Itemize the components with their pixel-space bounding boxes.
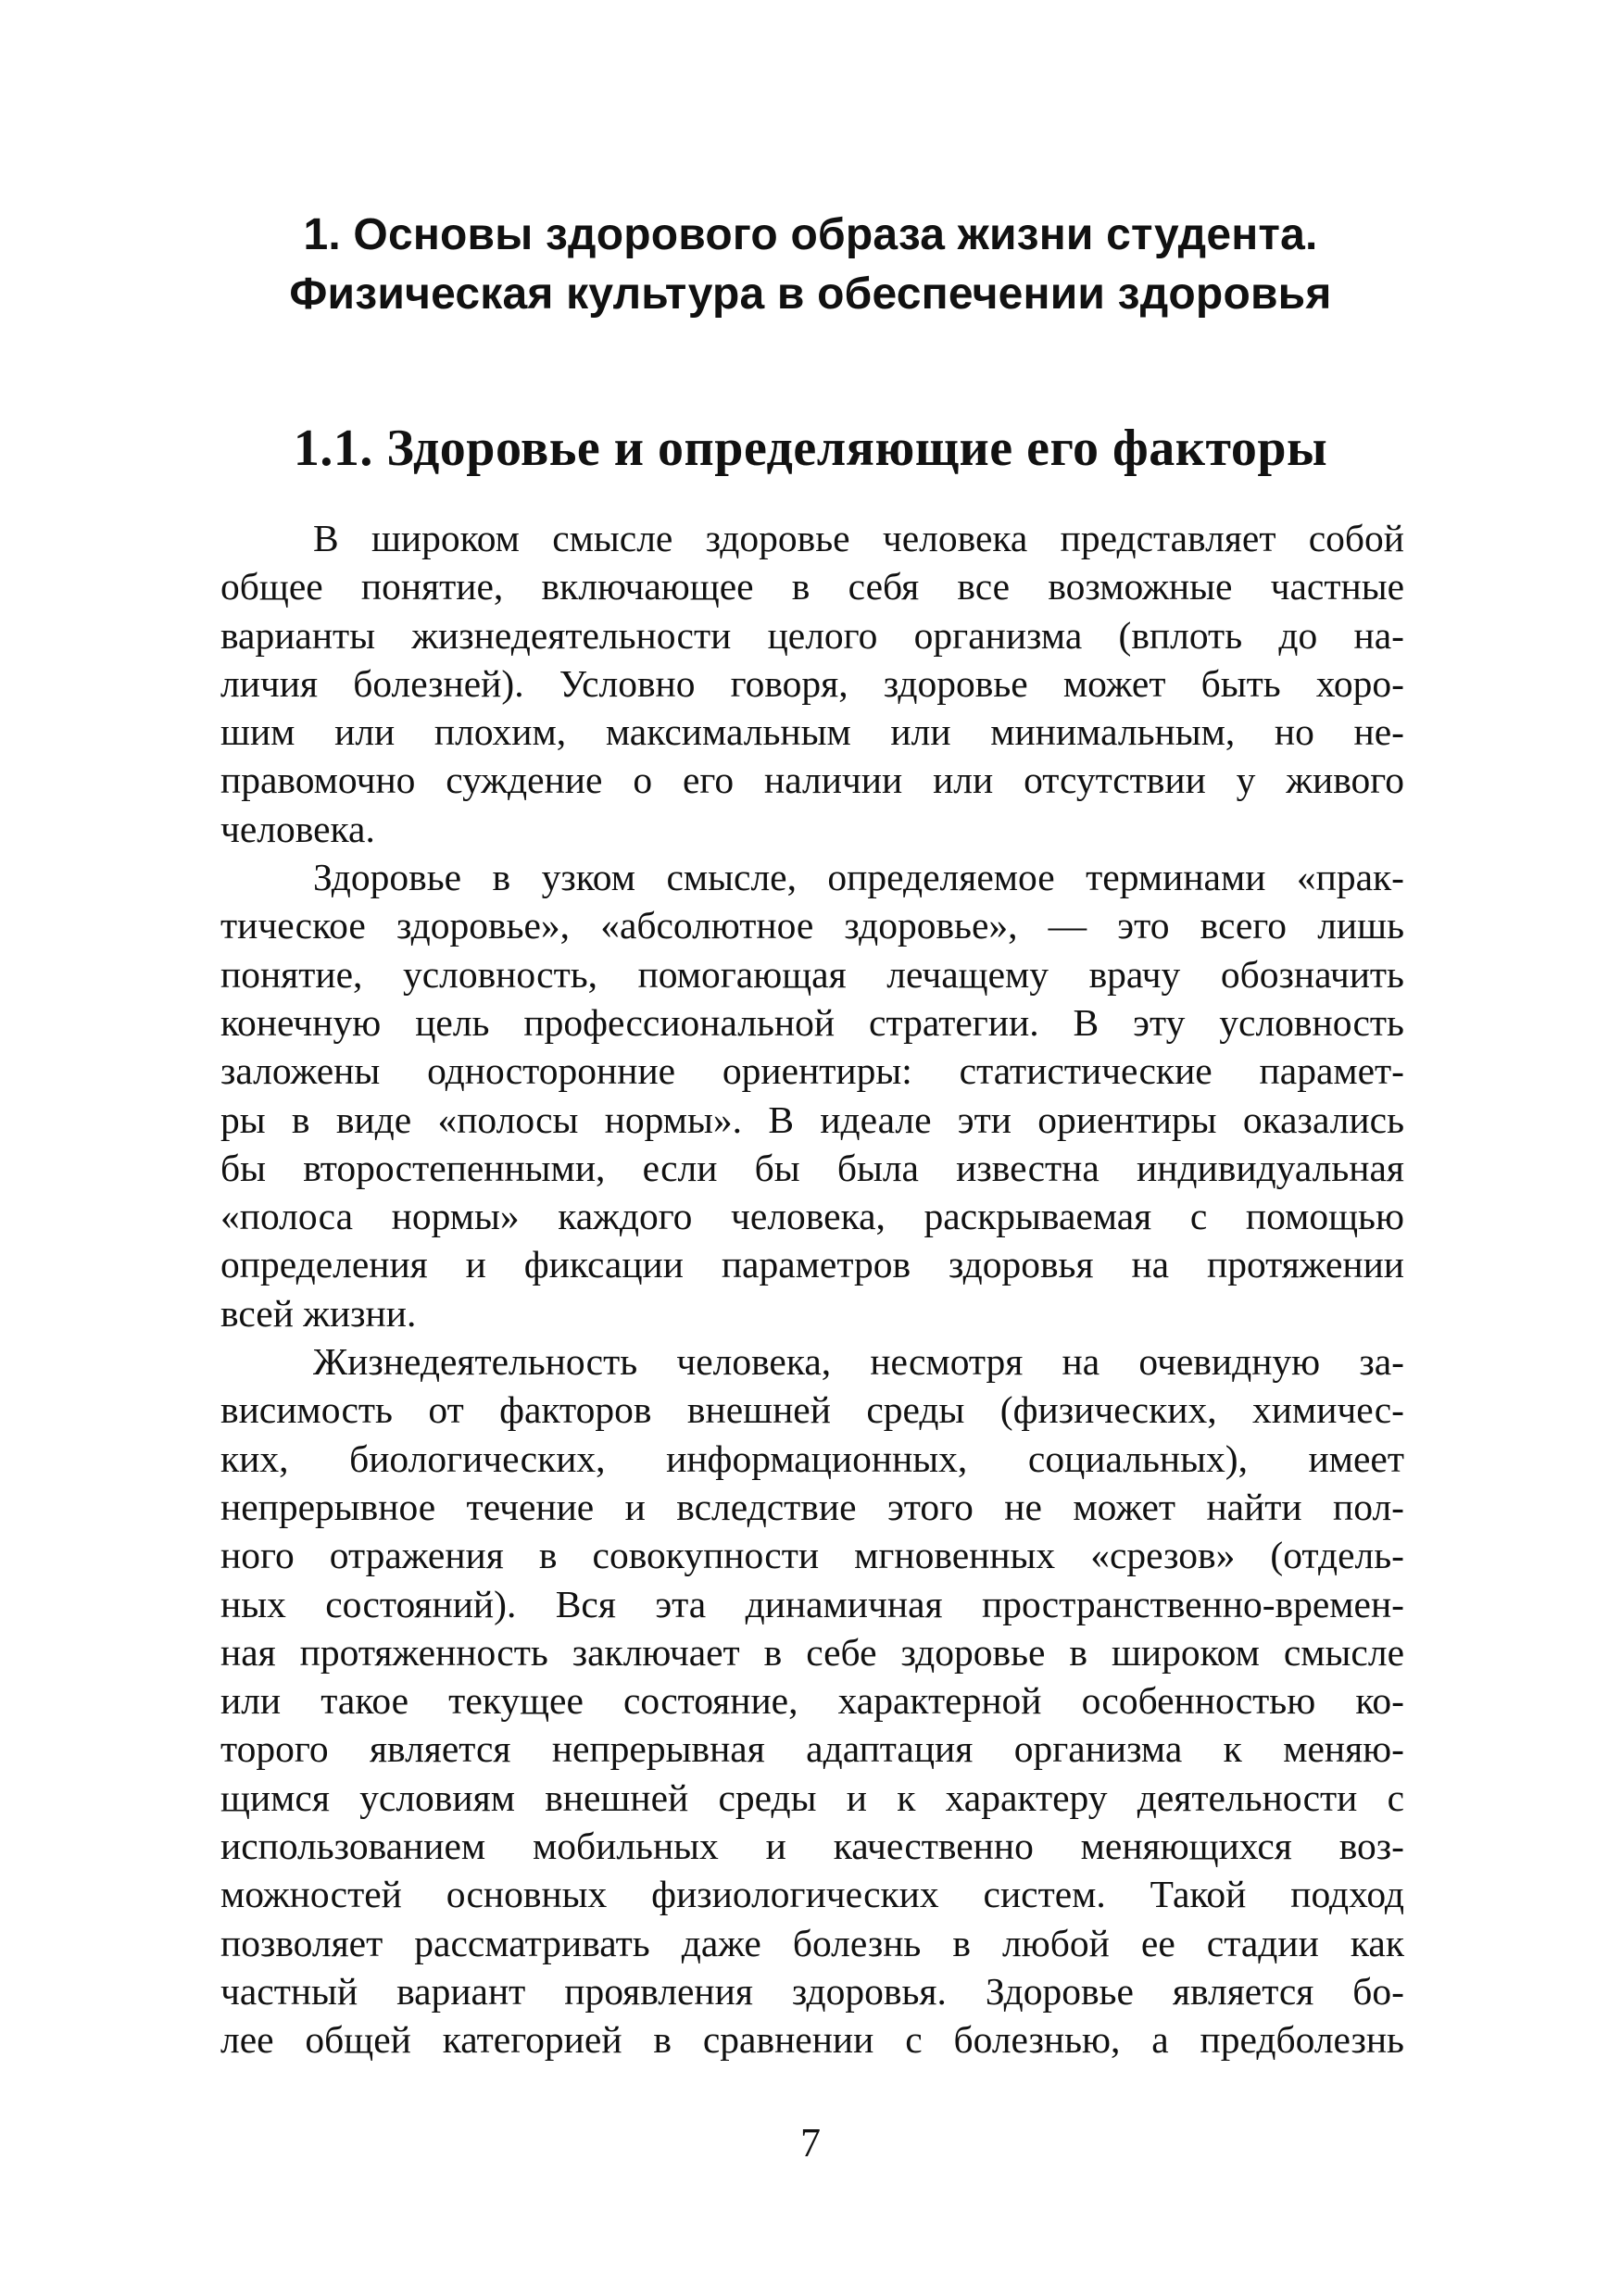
text-line: бы второстепенными, если бы была известна индивидуальная <box>220 1146 1404 1189</box>
text-line: шим или плохим, максимальным или минимальным, но не- <box>220 710 1404 754</box>
body-text <box>220 514 1404 2064</box>
text-line: непрерывное течение и вследствие этого не может найти пол- <box>220 1485 1404 1528</box>
chapter-title-line-1: 1. Основы здорового образа жизни студента. <box>303 210 1318 259</box>
text-line: «полоса нормы» каждого человека, раскрываемая с помощью <box>220 1195 1404 1238</box>
text-line: всей жизни. <box>220 1291 417 1335</box>
chapter-title <box>185 206 1436 324</box>
text-line: Жизнедеятельность человека, несмотря на очевидную за- <box>313 1340 1404 1384</box>
text-line: В широком смысле здоровье человека представляет собой <box>313 517 1404 559</box>
text-line: лее общей категорией в сравнении с болезнью, а предболезнь <box>220 2018 1404 2062</box>
section-title: 1.1. Здоровье и определяющие его факторы <box>293 420 1328 477</box>
chapter-title-line-2: Физическая культура в обеспечении здоровья <box>289 270 1332 319</box>
page-number: 7 <box>800 2120 821 2165</box>
text-line: ная протяженность заключает в себе здоровье в широком смысле <box>220 1630 1404 1674</box>
paragraph-3 <box>220 1337 1404 2064</box>
text-line: ных состояний). Вся эта динамичная пространственно-времен- <box>220 1582 1404 1625</box>
text-line: понятие, условность, помогающая лечащему врачу обозначить <box>220 952 1404 996</box>
text-line: частный вариант проявления здоровья. Здоровье является бо- <box>220 1969 1404 2013</box>
text-line: висимость от факторов внешней среды (физических, химичес- <box>220 1388 1404 1432</box>
text-line: правомочно суждение о его наличии или отсутствии у живого <box>220 759 1404 802</box>
text-line: ры в виде «полосы нормы». В идеале эти ориентиры оказались <box>220 1098 1404 1141</box>
text-line: Здоровье в узком смысле, определяемое терминами «прак- <box>313 856 1404 899</box>
text-line: личия болезней). Условно говоря, здоровье может быть хоро- <box>220 661 1404 705</box>
text-line: тическое здоровье», «абсолютное здоровье», — это всего лишь <box>220 904 1404 947</box>
text-line: ких, биологических, информационных, социальных), имеет <box>220 1437 1404 1480</box>
text-line: щимся условиям внешней среды и к характеру деятельности с <box>220 1775 1404 1819</box>
paragraph-1 <box>220 514 1404 853</box>
text-line: заложены односторонние ориентиры: статистические парамет- <box>220 1049 1404 1093</box>
text-line: человека. <box>220 807 375 850</box>
paragraph-2 <box>220 853 1404 1337</box>
text-line: конечную цель профессиональной стратегии. В эту условность <box>220 1000 1404 1044</box>
text-line: можностей основных физиологических систем. Такой подход <box>220 1873 1404 1916</box>
text-line: или такое текущее состояние, характерной особенностью ко- <box>220 1679 1404 1723</box>
text-line: варианты жизнедеятельности целого организма (вплоть до на- <box>220 613 1404 657</box>
text-line: общее понятие, включающее в себя все возможные частные <box>220 565 1404 609</box>
text-line: позволяет рассматривать даже болезнь в любой ее стадии как <box>220 1921 1404 1964</box>
text-line: торого является непрерывная адаптация организма к меняю- <box>220 1727 1404 1771</box>
text-line: определения и фиксации параметров здоровья на протяжении <box>220 1243 1404 1286</box>
text-line: использованием мобильных и качественно меняющихся воз- <box>220 1825 1404 1868</box>
text-line: ного отражения в совокупности мгновенных «срезов» (отдель- <box>220 1534 1404 1577</box>
